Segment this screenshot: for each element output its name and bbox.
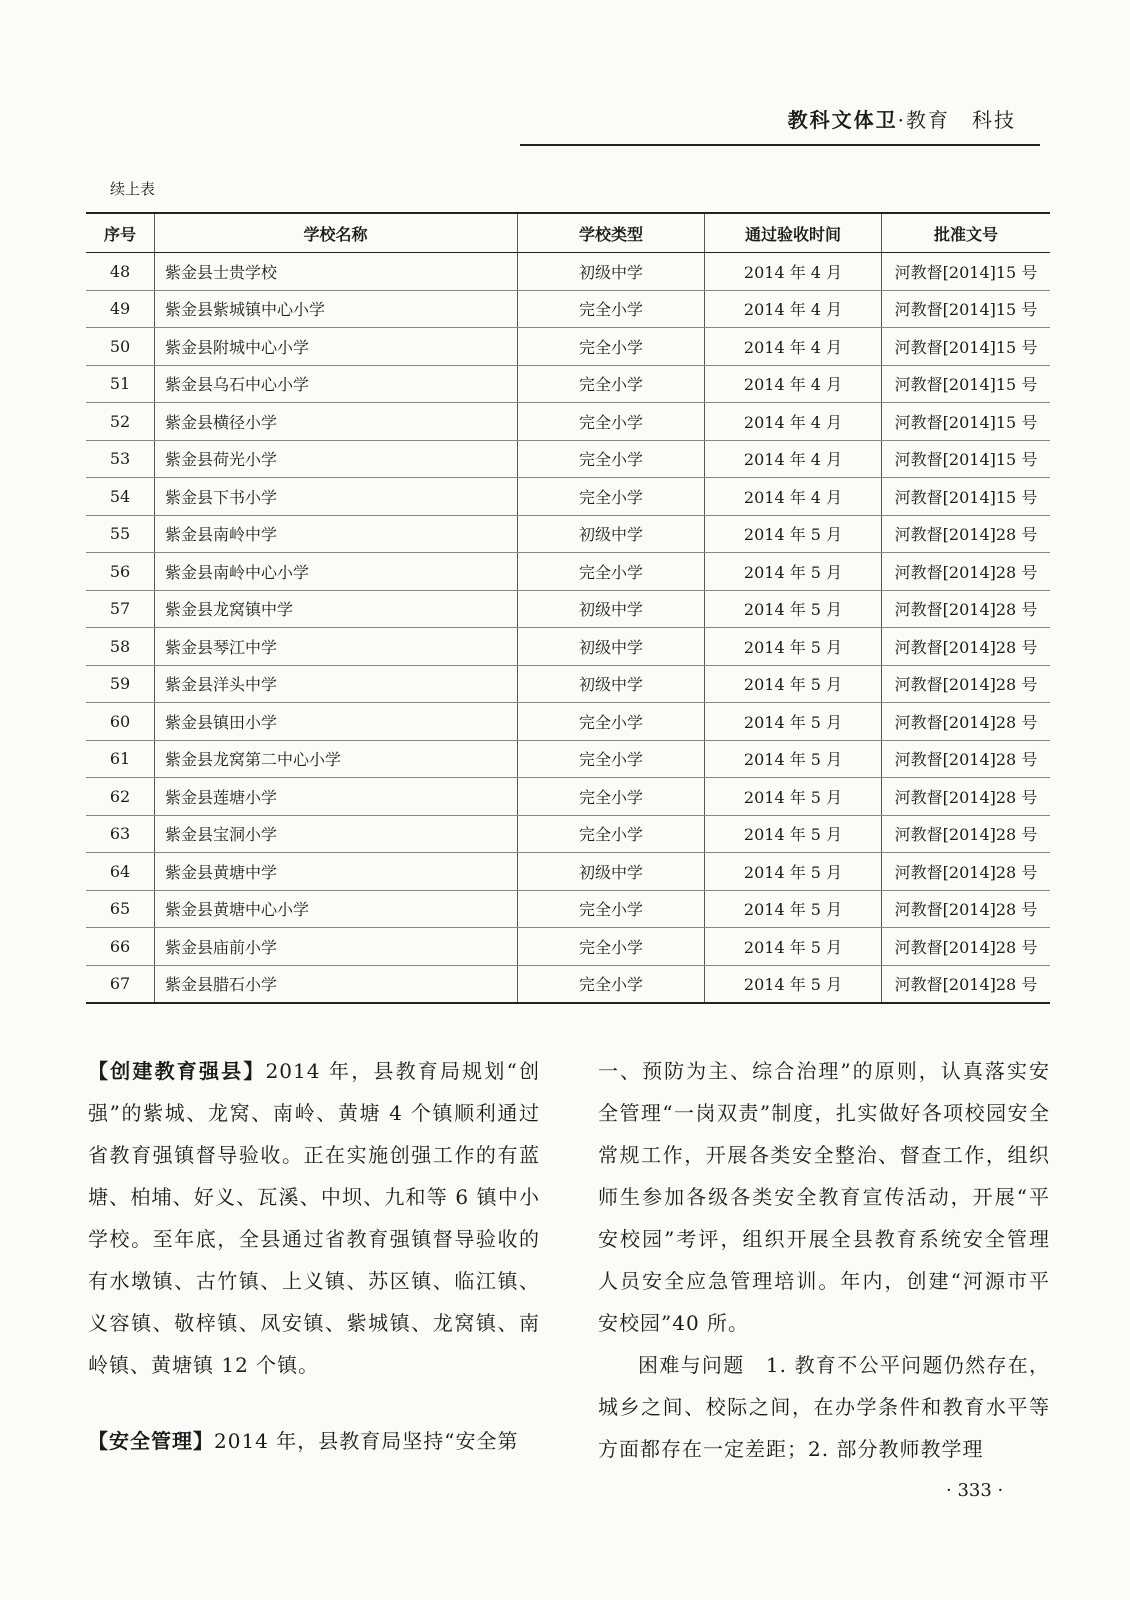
cell-accept-time: 2014 年 4 月 bbox=[705, 440, 882, 478]
table-row bbox=[86, 403, 1050, 441]
header-subsection: ·教育 科技 bbox=[897, 108, 1016, 132]
cell-school-name: 紫金县龙窝第二中心小学 bbox=[155, 740, 518, 778]
cell-number: 67 bbox=[109, 974, 131, 994]
col-header-school-type: 学校类型 bbox=[518, 213, 705, 253]
cell-accept-time: 2014 年 4 月 bbox=[705, 365, 882, 403]
cell-accept-time: 2014 年 5 月 bbox=[705, 665, 882, 703]
header-section: 教科文体卫 bbox=[787, 108, 898, 132]
page-header bbox=[520, 104, 1040, 146]
cell-number: 62 bbox=[86, 778, 155, 816]
cell-accept-time: 2014 年 5 月 bbox=[705, 553, 882, 591]
cell-school-type: 完全小学 bbox=[518, 553, 705, 591]
table-row bbox=[86, 328, 1050, 366]
table-header-row bbox=[86, 213, 1050, 253]
article-right-column bbox=[598, 1050, 1050, 1470]
section-title-difficulties: 困难与问题 bbox=[638, 1353, 745, 1377]
cell-accept-time: 2014 年 5 月 bbox=[705, 928, 882, 966]
cell-approval-doc: 河教督[2014]15 号 bbox=[882, 440, 1051, 478]
cell-school-type: 完全小学 bbox=[518, 403, 705, 441]
table-row bbox=[86, 440, 1050, 478]
table-row bbox=[86, 590, 1050, 628]
paragraph-gap bbox=[88, 1386, 540, 1420]
cell-number: 51 bbox=[86, 365, 155, 403]
table-row bbox=[86, 815, 1050, 853]
cell-school-type: 初级中学 bbox=[518, 253, 705, 291]
cell-school-name: 紫金县荷光小学 bbox=[155, 440, 518, 478]
cell-school-name: 紫金县黄塘中学 bbox=[155, 853, 518, 891]
cell-approval-doc: 河教督[2014]15 号 bbox=[882, 365, 1051, 403]
cell-approval-doc: 河教督[2014]15 号 bbox=[882, 253, 1051, 291]
cell-number: 52 bbox=[86, 403, 155, 441]
cell-number: 59 bbox=[86, 665, 155, 703]
table-row bbox=[86, 628, 1050, 666]
paragraph-create-strong-county bbox=[88, 1050, 540, 1386]
cell-school-name: 紫金县横径小学 bbox=[155, 403, 518, 441]
cell-accept-time: 2014 年 5 月 bbox=[705, 515, 882, 553]
table-body bbox=[86, 253, 1050, 1004]
cell-school-name: 紫金县乌石中心小学 bbox=[155, 365, 518, 403]
cell-school-type: 完全小学 bbox=[518, 440, 705, 478]
cell-number: 50 bbox=[86, 328, 155, 366]
cell-school-name: 紫金县黄塘中心小学 bbox=[155, 890, 518, 928]
cell-school-name: 紫金县下书小学 bbox=[155, 478, 518, 516]
cell-accept-time: 2014 年 4 月 bbox=[705, 290, 882, 328]
cell-number: 56 bbox=[86, 553, 155, 591]
page-number: · 333 · bbox=[946, 1480, 1004, 1501]
cell-school-type: 初级中学 bbox=[518, 853, 705, 891]
cell-school-type: 初级中学 bbox=[518, 628, 705, 666]
cell-approval-doc: 河教督[2014]28 号 bbox=[882, 965, 1051, 1003]
cell-number: 65 bbox=[86, 890, 155, 928]
table-row bbox=[86, 515, 1050, 553]
cell-school-type: 完全小学 bbox=[518, 703, 705, 741]
cell-accept-time: 2014 年 5 月 bbox=[705, 853, 882, 891]
cell-accept-time: 2014 年 5 月 bbox=[705, 965, 882, 1003]
cell-school-type: 完全小学 bbox=[518, 965, 705, 1003]
table-row bbox=[86, 740, 1050, 778]
table-row bbox=[86, 778, 1050, 816]
table-row bbox=[86, 290, 1050, 328]
cell-approval-doc: 河教督[2014]28 号 bbox=[882, 890, 1051, 928]
cell-school-name: 紫金县紫城镇中心小学 bbox=[155, 290, 518, 328]
cell-approval-doc: 河教督[2014]28 号 bbox=[882, 665, 1051, 703]
table-row bbox=[86, 665, 1050, 703]
cell-approval-doc: 河教督[2014]15 号 bbox=[882, 328, 1051, 366]
cell-number: 54 bbox=[86, 478, 155, 516]
table-row bbox=[86, 928, 1050, 966]
cell-school-type: 初级中学 bbox=[518, 665, 705, 703]
table-row bbox=[86, 965, 1050, 1003]
header-title bbox=[788, 104, 1016, 133]
cell-school-type: 初级中学 bbox=[518, 515, 705, 553]
cell-school-name: 紫金县宝洞小学 bbox=[155, 815, 518, 853]
cell-number: 60 bbox=[86, 703, 155, 741]
cell-accept-time: 2014 年 4 月 bbox=[705, 478, 882, 516]
cell-number: 63 bbox=[86, 815, 155, 853]
paragraph-difficulties bbox=[598, 1344, 1050, 1470]
cell-approval-doc: 河教督[2014]28 号 bbox=[882, 928, 1051, 966]
cell-school-name: 紫金县莲塘小学 bbox=[155, 778, 518, 816]
cell-school-type: 完全小学 bbox=[518, 290, 705, 328]
paragraph-text: 2014 年，县教育局坚持“安全第 bbox=[214, 1429, 519, 1453]
cell-school-type: 完全小学 bbox=[518, 778, 705, 816]
table-row bbox=[86, 478, 1050, 516]
section-title-create-strong-county: 【创建教育强县】 bbox=[88, 1059, 266, 1083]
cell-school-type: 完全小学 bbox=[518, 478, 705, 516]
cell-number: 64 bbox=[86, 853, 155, 891]
cell-approval-doc: 河教督[2014]28 号 bbox=[882, 778, 1051, 816]
cell-number: 58 bbox=[86, 628, 155, 666]
cell-school-name: 紫金县镇田小学 bbox=[155, 703, 518, 741]
col-header-approval-doc: 批准文号 bbox=[882, 213, 1051, 253]
cell-school-name: 紫金县士贵学校 bbox=[155, 253, 518, 291]
cell-accept-time: 2014 年 5 月 bbox=[705, 590, 882, 628]
cell-school-name: 紫金县洋头中学 bbox=[155, 665, 518, 703]
cell-school-type: 完全小学 bbox=[518, 740, 705, 778]
cell-school-type: 完全小学 bbox=[518, 365, 705, 403]
col-header-school-name: 学校名称 bbox=[155, 213, 518, 253]
cell-school-name: 紫金县庙前小学 bbox=[155, 928, 518, 966]
cell-school-name: 紫金县琴江中学 bbox=[155, 628, 518, 666]
cell-number: 57 bbox=[86, 590, 155, 628]
cell-accept-time: 2014 年 5 月 bbox=[705, 740, 882, 778]
paragraph-safety-management bbox=[88, 1420, 540, 1462]
cell-school-name: 紫金县附城中心小学 bbox=[155, 328, 518, 366]
table-row bbox=[86, 253, 1050, 291]
cell-approval-doc: 河教督[2014]28 号 bbox=[882, 628, 1051, 666]
table-row bbox=[86, 365, 1050, 403]
cell-approval-doc: 河教督[2014]28 号 bbox=[882, 590, 1051, 628]
table-row bbox=[86, 853, 1050, 891]
cell-school-name: 紫金县南岭中学 bbox=[155, 515, 518, 553]
cell-school-type: 完全小学 bbox=[518, 815, 705, 853]
cell-accept-time: 2014 年 5 月 bbox=[705, 778, 882, 816]
section-title-safety-management: 【安全管理】 bbox=[88, 1429, 214, 1453]
cell-school-name: 紫金县龙窝镇中学 bbox=[155, 590, 518, 628]
school-table bbox=[86, 212, 1050, 1004]
col-header-number: 序号 bbox=[86, 213, 155, 253]
cell-number: 61 bbox=[86, 740, 155, 778]
cell-accept-time: 2014 年 4 月 bbox=[705, 403, 882, 441]
cell-number: 53 bbox=[86, 440, 155, 478]
table-continued-label: 续上表 bbox=[110, 180, 156, 198]
table-row bbox=[86, 553, 1050, 591]
cell-school-type: 完全小学 bbox=[518, 890, 705, 928]
cell-accept-time: 2014 年 4 月 bbox=[705, 253, 882, 291]
cell-approval-doc: 河教督[2014]28 号 bbox=[882, 515, 1051, 553]
article-left-column bbox=[88, 1050, 540, 1462]
cell-approval-doc: 河教督[2014]28 号 bbox=[882, 703, 1051, 741]
cell-number: 66 bbox=[86, 928, 155, 966]
cell-approval-doc: 河教督[2014]28 号 bbox=[882, 553, 1051, 591]
cell-number: 49 bbox=[86, 290, 155, 328]
cell-school-type: 完全小学 bbox=[518, 928, 705, 966]
table-row bbox=[86, 703, 1050, 741]
cell-approval-doc: 河教督[2014]28 号 bbox=[882, 853, 1051, 891]
cell-accept-time: 2014 年 5 月 bbox=[705, 628, 882, 666]
cell-school-name: 紫金县南岭中心小学 bbox=[155, 553, 518, 591]
cell-accept-time: 2014 年 5 月 bbox=[705, 815, 882, 853]
paragraph-text: 2014 年，县教育局规划“创强”的紫城、龙窝、南岭、黄塘 4 个镇顺利通过省教育强镇督导验收。正在实施创强工作的有蓝塘、柏埔、好义、瓦溪、中坝、九和等 6 镇中小学校。至年底，全县通过省教育强镇督导验收的有水墩镇、古竹镇、上义镇、苏区镇、临江镇、义容镇、敬梓镇、凤安镇、紫城镇、龙窝镇、南岭镇、黄塘镇 12 个镇。 bbox=[88, 1059, 540, 1377]
cell-approval-doc: 河教督[2014]28 号 bbox=[882, 815, 1051, 853]
cell-approval-doc: 河教督[2014]15 号 bbox=[882, 290, 1051, 328]
cell-accept-time: 2014 年 5 月 bbox=[705, 890, 882, 928]
cell-school-name: 紫金县腊石小学 bbox=[155, 965, 518, 1003]
cell-school-type: 初级中学 bbox=[518, 590, 705, 628]
cell-number: 48 bbox=[86, 253, 155, 291]
paragraph-text: 1. 教育不公平问题仍然存在，城乡之间、校际之间，在办学条件和教育水平等方面都存在一定差距；2. 部分教师教学理 bbox=[598, 1353, 1050, 1461]
cell-accept-time: 2014 年 4 月 bbox=[705, 328, 882, 366]
cell-approval-doc: 河教督[2014]15 号 bbox=[882, 478, 1051, 516]
paragraph-safety-continued: 一、预防为主、综合治理”的原则，认真落实安全管理“一岗双责”制度，扎实做好各项校园安全常规工作，开展各类安全整治、督查工作，组织师生参加各级各类安全教育宣传活动，开展“平安校园”考评，组织开展全县教育系统安全管理人员安全应急管理培训。年内，创建“河源市平安校园”40 所。 bbox=[598, 1059, 1050, 1335]
cell-approval-doc: 河教督[2014]28 号 bbox=[882, 740, 1051, 778]
cell-school-type: 完全小学 bbox=[518, 328, 705, 366]
cell-approval-doc: 河教督[2014]15 号 bbox=[882, 403, 1051, 441]
col-header-accept-time: 通过验收时间 bbox=[705, 213, 882, 253]
table-row bbox=[86, 890, 1050, 928]
cell-number: 55 bbox=[86, 515, 155, 553]
cell-accept-time: 2014 年 5 月 bbox=[705, 703, 882, 741]
